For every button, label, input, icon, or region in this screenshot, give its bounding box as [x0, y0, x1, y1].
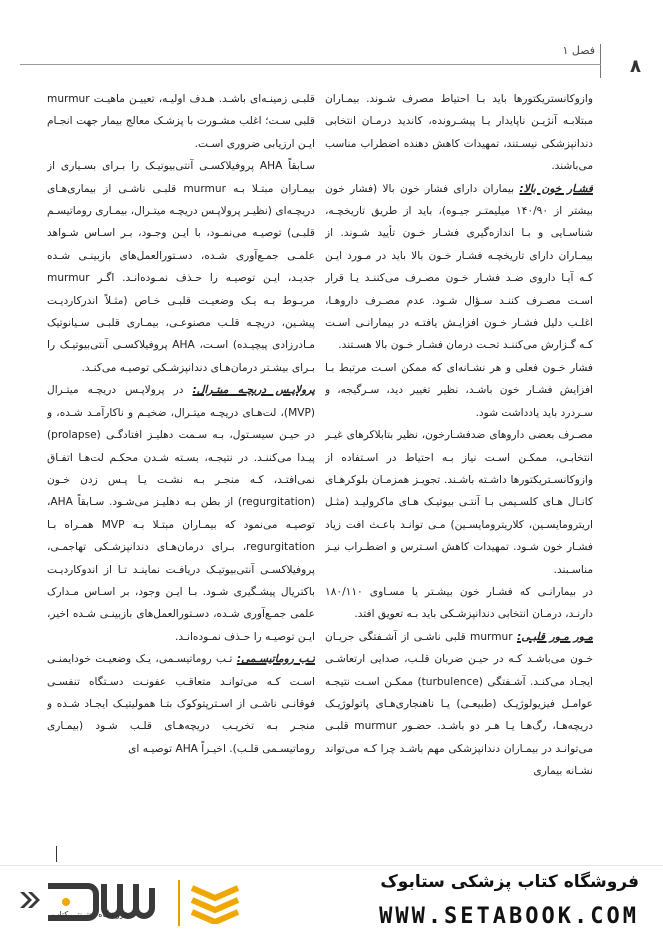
page-number: ۸	[630, 56, 641, 77]
logo-divider	[178, 880, 180, 926]
header-rule	[20, 64, 601, 65]
store-name: فروشگاه کتاب پزشکی ستابوک	[380, 872, 639, 892]
margin-mark	[56, 846, 57, 862]
section-heading: مـور مـور قلبـی:	[516, 630, 593, 643]
paragraph-text: murmur قلبی ناشـی از آشـفتگی جریـان خـون می‌باشـد کـه در حیـن ضربان قلـب، صدایی ارتعاشـی ایجـاد می‌کنـد. آشـفتگی (turbulence) ممکـن اسـت نتیجـه عوامـل فیزیولوژیـک (طبیعـی) یـا ناهنجاری‌هـای پاتولوژیـک دریچه‌هـا، رگ‌هـا یـا هـر دو باشـد. حضـور murmur قلبـی می‌توانـد در بیمـاران دندانپزشکی مهم باشـد چرا کـه می‌تواند نشـانه بیماری	[325, 630, 593, 778]
paragraph	[325, 178, 593, 357]
setabook-logo-icon	[14, 874, 164, 930]
page-header	[0, 42, 663, 78]
paragraph: فشار خـون فعلی و هر نشـانه‌ای که ممکن اسـت مرتبط بـا افزایش فشـار خون باشـد، نظیر تغییر دید، سـرگیجه، و سـردرد باید یادداشت شود.	[325, 361, 593, 419]
chapter-label: فصل ۱	[562, 44, 595, 57]
header-divider	[600, 44, 601, 78]
paragraph: در بیمارانـی که فشـار خون بیشـتر یا مسـاوی ۱۸۰/۱۱۰ دارنـد، درمـان انتخابی دندانپزشـکی باید بـه تعویق افتد.	[325, 585, 593, 621]
paragraph: سـابقاً AHA پروفیلاکسـی آنتی‌بیوتیـک را بـرای بسـیاری از بیمـاران مبتـلا بـه murmur قلبـی ناشـی از بیماری‌هـای دریچـه‌ای (نظیـر پرولاپـس دریچـه میتـرال، بیمـاری روماتیسـم قلبـی) توصیـه می‌نمـود، با ایـن وجـود، بـر اسـاس شـواهد علمـی جمـع‌آوری شـده، دسـتورالعمل‌های بازبینـی شـده جدیـد، ایـن توصیـه را حـذف نمـوده‌انـد. اگـر murmur مربـوط بـه یـک وضعیـت قلبـی خـاص (مثـلاً اندرکاردیـت پیشـین، دریچـه قلـب مصنوعـی، بیمـاری قلبـی سـیانوتیک مـادرزادی پیچیـده) اسـت، AHA پروفیلاکسـی آنتی‌بیوتیـک را بـرای بیشـتر درمان‌هـای دندانپزشـکی توصیـه می‌کنـد.	[47, 160, 315, 374]
section-heading: تـب روماتیسـمی:	[236, 653, 315, 666]
store-url-link[interactable]: WWW.SETABOOK.COM	[379, 904, 639, 929]
paragraph-text: در پرولاپـس دریچـه میتـرال (MVP)، لت‌هـای دریچـه میتـرال، ضخیـم و ناکارآمـد شـده، و در حیـن سیسـتول، بـه سـمت دهلیـز افتادگـی (prolapse) پیـدا می‌کننـد. در نتیجـه، بسـته شـدن محکـم لت‌هـا اتفـاق نمی‌افتـد، کـه منجـر بـه نشـت یـا پـس زدن خـون (regurgitation) از بطن بـه دهلیـز می‌شـود. سـابقاً AHA، توصیـه می‌نمود که بیمـاران مبتـلا بـه MVP همـراه بـا regurgitation، بـرای درمان‌هـای دندانپزشـکی تهاجمـی، پروفیلاکسـی آنتی‌بیوتیـک دریافـت نماینـد تـا از اندوکاردیـت باکتریال پیشـگیری شـود. بـا ایـن وجود، بر اسـاس مـدارک علمی جمـع‌آوری شـده، دسـتورالعمل‌های بازبینـی شـده اخیر، ایـن توصیـه را حـذف نمـوده‌انـد.	[47, 384, 315, 643]
right-column	[325, 88, 593, 870]
paragraph-text: بیماران دارای فشار خون بالا (فشار خون بیشتر از ۱۴۰/۹۰ میلیمتـر جیـوه)، باید از طریق تاریخچـه، شناسـایی و بـا اندازه‌گیری فشـار خـون تأیید شـوند. از بیمـاران دارای تاریخچـه فشـار خـون بالا باید در مـورد ایـن کـه آیـا داروی ضـد فشـار خـون مصـرف می‌کننـد یـا قرار اسـت مصـرف کننـد سـؤال شـود. عدم مصـرف داروهـا، اغلـب دلیل فشـار خـون افزایـش یافتـه در بیمارانـی اسـت کـه گـزارش می‌کننـد تحـت درمان فشـار خـون بالا هسـتند.	[325, 182, 593, 352]
book-emblem-icon	[188, 882, 242, 924]
left-column	[47, 88, 315, 870]
paragraph-text: تـب روماتیسـمی، یـک وضعیـت خودایمنـی اسـت کـه می‌توانـد متعاقـب عفونـت دسـتگاه تنفسـی فوقانـی ناشـی از اسـترپتوکوک بتـا همولیتیـک ایجـاد شـده و منجـر بـه تخریـب دریچه‌هـای قلـب شـود (بیمـاری روماتیسـمی قلـب). اخیـراً AHA توصیـه ای	[47, 653, 315, 755]
paragraph	[47, 379, 315, 648]
logo-tagline: فروشگاه اینترنتی کتاب	[52, 910, 129, 919]
paragraph: وازوکانستریکتورها باید بـا احتیاط مصرف شـوند. بیمـاران مبتلابـه آنژیـن ناپایدار یـا پیشـرونده، کاندید درمـان انتخابی دندانپزشکی نیسـتند، تمهیدات کاهش دهنده اضطراب مناسب می‌باشند.	[325, 93, 593, 173]
paragraph	[325, 626, 593, 783]
store-banner	[0, 865, 663, 939]
paragraph: مصـرف بعضی داروهای ضدفشـارخون، نظیر بتابلاکرهای غیـر انتخابـی، ممکـن اسـت نیاز بـه احتیاط در اسـتفاده از وازوکانسـتریکتورها داشـته باشـند. تجویـز همزمـان بلوکرهـای کانـال هـای کلسـیمی بـا آنتـی بیوتیـک هـای ماکرولیـد (مثـل اریترومایسـین، کلاریترومایسـین) مـی توانـد باعـث افت زیاد فشـار خون شـود. تمهیدات کاهش اسـترس و اضطـراب نیـز مناسـبند.	[325, 429, 593, 576]
section-heading: پرولاپـس دریچـه میتـرال:	[192, 384, 315, 397]
paragraph: قلبـی زمینـه‌ای باشـد. هـدف اولیـه، تعییـن ماهیـت murmur قلبی سـت؛ اغلب مشـورت با پزشـک معالج بیمار جهت انجـام ایـن ارزیابی ضروری اسـت.	[47, 93, 315, 150]
section-heading: فشـار خون بالا:	[519, 182, 593, 195]
paragraph	[47, 648, 315, 760]
